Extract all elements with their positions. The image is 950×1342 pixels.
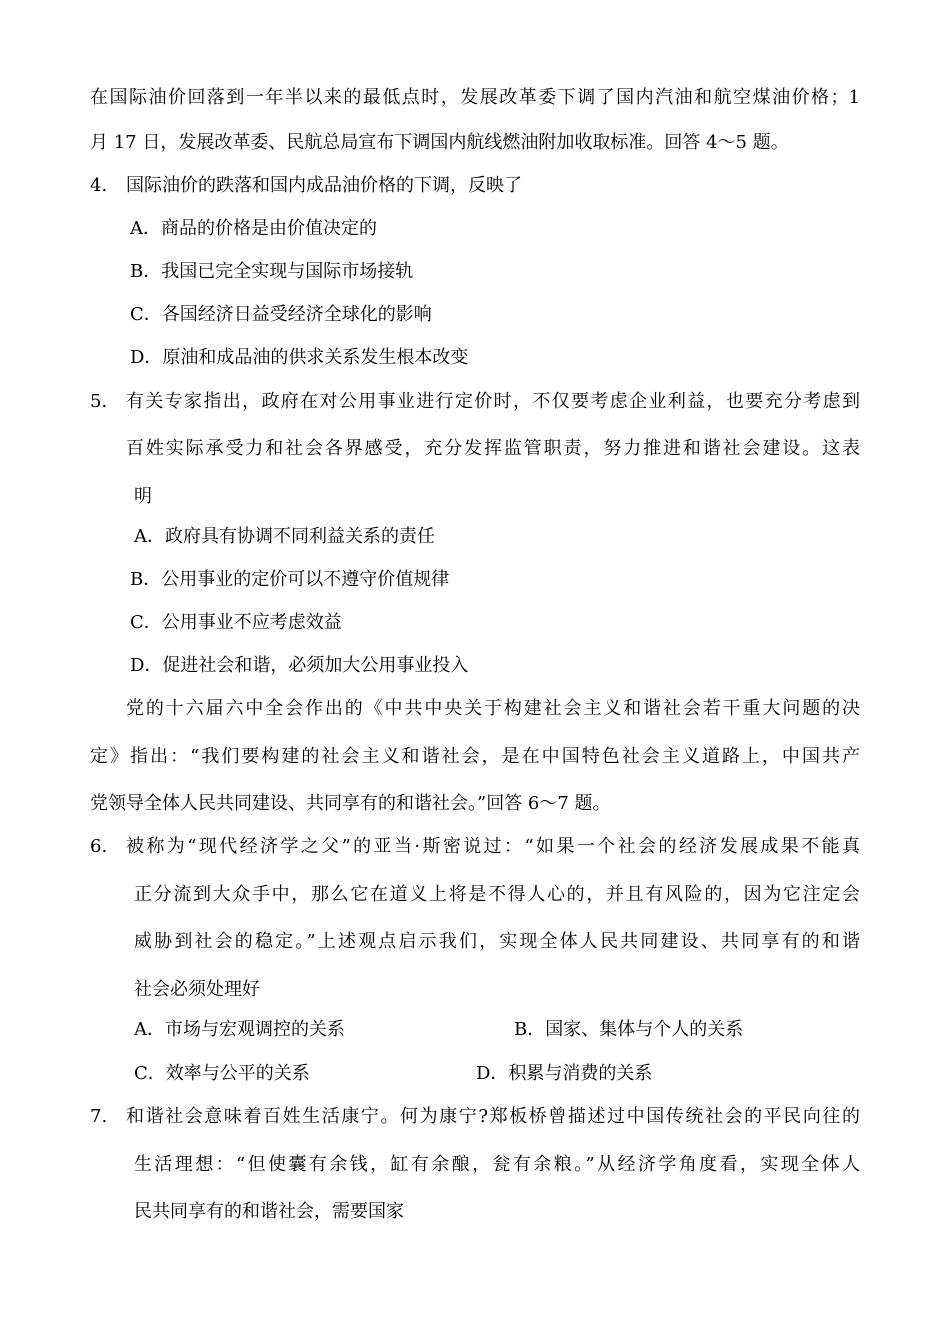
question-5-stem-line-3: 明 bbox=[134, 486, 152, 507]
question-7-stem-line-2: 生活理想：“但使囊有余钱，缸有余酿，瓮有余粮。”从经济学角度看，实现全体人 bbox=[134, 1154, 860, 1175]
question-5-text-1: 有关专家指出，政府在对公用事业进行定价时，不仅要考虑企业利益，也要充分考虑到 bbox=[126, 391, 860, 412]
question-5-stem-line-2: 百姓实际承受力和社会各界感受，充分发挥监管职责，努力推进和谐社会建设。这表 bbox=[126, 438, 860, 459]
question-6-stem-line-3: 威胁到社会的稳定。”上述观点启示我们，实现全体人民共同建设、共同享有的和谐 bbox=[134, 931, 860, 952]
intro-6-7-line-2: 定》指出：“我们要构建的社会主义和谐社会，是在中国特色社会主义道路上，中国共产 bbox=[90, 746, 860, 767]
question-7-stem-line-1 bbox=[90, 1105, 860, 1129]
question-4-option-b: B．我国已完全实现与国际市场接轨 bbox=[130, 261, 414, 282]
question-6-stem-line-1 bbox=[90, 835, 860, 859]
question-5-option-c: C．公用事业不应考虑效益 bbox=[130, 612, 342, 633]
question-5-stem-line-1 bbox=[90, 390, 860, 414]
question-4-text: 国际油价的跌落和国内成品油价格的下调，反映了 bbox=[126, 175, 522, 196]
question-5-number: 5. bbox=[90, 391, 108, 412]
question-4-option-a: A．商品的价格是由价值决定的 bbox=[130, 218, 377, 239]
question-4-number: 4. bbox=[90, 175, 108, 196]
question-6-option-d: D．积累与消费的关系 bbox=[476, 1063, 653, 1084]
question-7-text-1: 和谐社会意味着百姓生活康宁。何为康宁?郑板桥曾描述过中国传统社会的平民向往的 bbox=[126, 1106, 860, 1127]
question-6-number: 6. bbox=[90, 836, 108, 857]
question-4-option-c: C．各国经济日益受经济全球化的影响 bbox=[130, 304, 432, 325]
question-5-option-d: D．促进社会和谐，必须加大公用事业投入 bbox=[130, 655, 469, 676]
question-6-stem-line-4: 社会必须处理好 bbox=[134, 979, 260, 1000]
question-6-option-b: B．国家、集体与个人的关系 bbox=[514, 1019, 744, 1040]
question-6-stem-line-2: 正分流到大众手中，那么它在道义上将是不得人心的，并且有风险的，因为它注定会 bbox=[134, 884, 860, 905]
question-6-option-c: C．效率与公平的关系 bbox=[134, 1063, 310, 1084]
question-4-option-d: D．原油和成品油的供求关系发生根本改变 bbox=[130, 347, 469, 368]
intro-4-5-line-2: 月 17 日，发展改革委、民航总局宣布下调国内航线燃油附加收取标准。回答 4～5 题。 bbox=[90, 132, 789, 153]
intro-4-5-line-1: 在国际油价回落到一年半以来的最低点时，发展改革委下调了国内汽油和航空煤油价格；1 bbox=[90, 87, 860, 108]
question-6-text-1: 被称为“现代经济学之父”的亚当·斯密说过：“如果一个社会的经济发展成果不能真 bbox=[126, 836, 860, 857]
question-7-stem-line-3: 民共同享有的和谐社会，需要国家 bbox=[134, 1201, 404, 1222]
intro-6-7-line-1: 党的十六届六中全会作出的《中共中央关于构建社会主义和谐社会若干重大问题的决 bbox=[126, 698, 860, 719]
question-7-number: 7. bbox=[90, 1106, 108, 1127]
question-4-stem bbox=[90, 174, 522, 198]
question-5-option-a: A．政府具有协调不同利益关系的责任 bbox=[134, 526, 435, 547]
intro-6-7-line-3: 党领导全体人民共同建设、共同享有的和谐社会。”回答 6～7 题。 bbox=[90, 793, 611, 814]
question-6-option-a: A．市场与宏观调控的关系 bbox=[134, 1019, 345, 1040]
question-5-option-b: B．公用事业的定价可以不遵守价值规律 bbox=[130, 569, 450, 590]
